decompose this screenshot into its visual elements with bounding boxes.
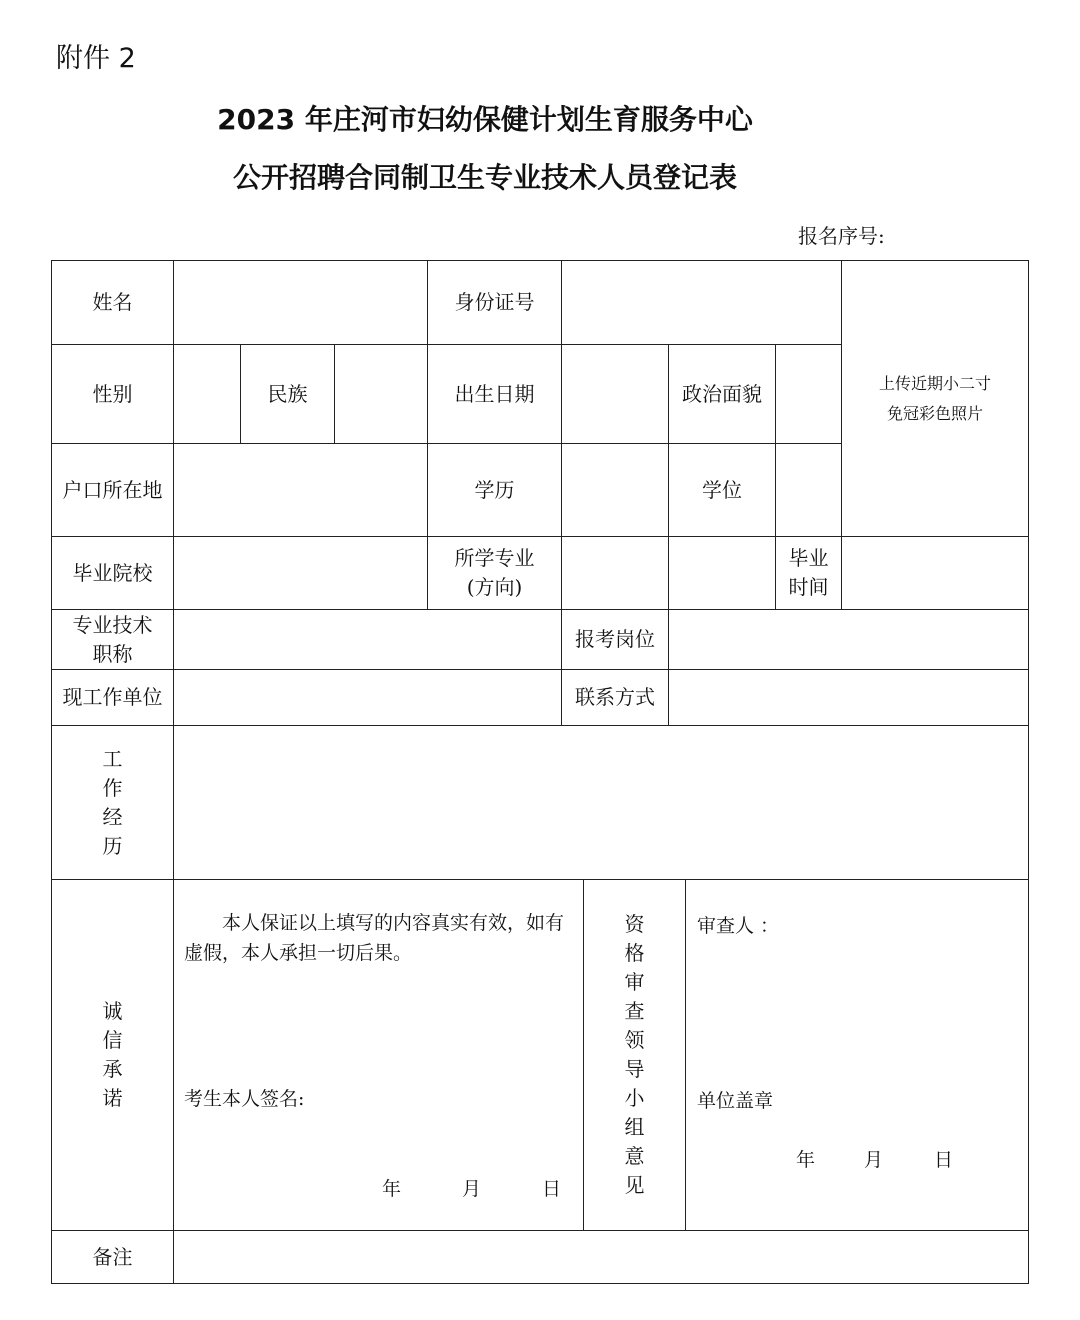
birth-date-input[interactable] bbox=[561, 344, 668, 443]
registration-form-table bbox=[51, 260, 1029, 1284]
gender-label: 性别 bbox=[51, 344, 173, 443]
review-date-day: 日 bbox=[934, 1149, 954, 1171]
school-input[interactable] bbox=[173, 536, 427, 609]
hukou-label: 户口所在地 bbox=[51, 443, 173, 536]
workplace-label: 现工作单位 bbox=[51, 669, 173, 725]
major-input-1[interactable] bbox=[561, 536, 668, 609]
gender-input[interactable] bbox=[173, 344, 240, 443]
serial-number-label: 报名序号: bbox=[798, 224, 885, 248]
pledge-cell bbox=[173, 879, 583, 1230]
photo-hint-line1: 上传近期小二寸 bbox=[878, 373, 991, 393]
id-number-label: 身份证号 bbox=[427, 260, 561, 344]
political-status-label: 政治面貌 bbox=[668, 344, 775, 443]
review-cell bbox=[685, 879, 1029, 1230]
professional-title-label: 专业技术 职称 bbox=[51, 609, 173, 669]
degree-input[interactable] bbox=[775, 443, 841, 536]
review-date-year: 年 bbox=[796, 1149, 816, 1171]
applied-position-input[interactable] bbox=[668, 609, 1029, 669]
workplace-input[interactable] bbox=[173, 669, 561, 725]
work-history-label: 工 作 经 历 bbox=[51, 725, 173, 879]
seal-label: 单位盖章 bbox=[697, 1090, 774, 1112]
remarks-input[interactable] bbox=[173, 1230, 1029, 1284]
contact-label: 联系方式 bbox=[561, 669, 668, 725]
graduation-time-label: 毕业 时间 bbox=[775, 536, 841, 609]
major-label: 所学专业 (方向) bbox=[427, 536, 561, 609]
id-number-input[interactable] bbox=[561, 260, 841, 344]
degree-label: 学位 bbox=[668, 443, 775, 536]
ethnicity-label: 民族 bbox=[240, 344, 334, 443]
education-input[interactable] bbox=[561, 443, 668, 536]
remarks-label: 备注 bbox=[51, 1230, 173, 1284]
hukou-input[interactable] bbox=[173, 443, 427, 536]
school-label: 毕业院校 bbox=[51, 536, 173, 609]
birth-date-label: 出生日期 bbox=[427, 344, 561, 443]
education-label: 学历 bbox=[427, 443, 561, 536]
pledge-date-year: 年 bbox=[382, 1178, 402, 1200]
pledge-date-month: 月 bbox=[462, 1178, 482, 1200]
form-title-line1: 2023 年庄河市妇幼保健计划生育服务中心 bbox=[217, 103, 753, 136]
attachment-label: 附件 2 bbox=[56, 43, 136, 74]
review-group-label: 资 格 审 查 领 导 小 组 意 见 bbox=[583, 879, 685, 1230]
political-status-input[interactable] bbox=[775, 344, 841, 443]
integrity-pledge-label: 诚 信 承 诺 bbox=[51, 879, 173, 1230]
ethnicity-input[interactable] bbox=[334, 344, 427, 443]
work-history-input[interactable] bbox=[173, 725, 1029, 879]
reviewer-label: 审查人 ： bbox=[697, 915, 780, 937]
name-input[interactable] bbox=[173, 260, 427, 344]
photo-hint-line2: 免冠彩色照片 bbox=[886, 403, 983, 423]
graduation-time-input[interactable] bbox=[841, 536, 1029, 609]
major-input-2[interactable] bbox=[668, 536, 775, 609]
signature-label: 考生本人签名: bbox=[184, 1088, 305, 1110]
pledge-text: 本人保证以上填写的内容真实有效，如有虚假，本人承担一切后果。 bbox=[184, 912, 565, 964]
review-date-month: 月 bbox=[864, 1149, 884, 1171]
pledge-date-day: 日 bbox=[542, 1178, 562, 1200]
photo-upload-area[interactable] bbox=[841, 260, 1029, 536]
form-title-line2: 公开招聘合同制卫生专业技术人员登记表 bbox=[232, 161, 737, 194]
professional-title-input[interactable] bbox=[173, 609, 561, 669]
applied-position-label: 报考岗位 bbox=[561, 609, 668, 669]
name-label: 姓名 bbox=[51, 260, 173, 344]
contact-input[interactable] bbox=[668, 669, 1029, 725]
